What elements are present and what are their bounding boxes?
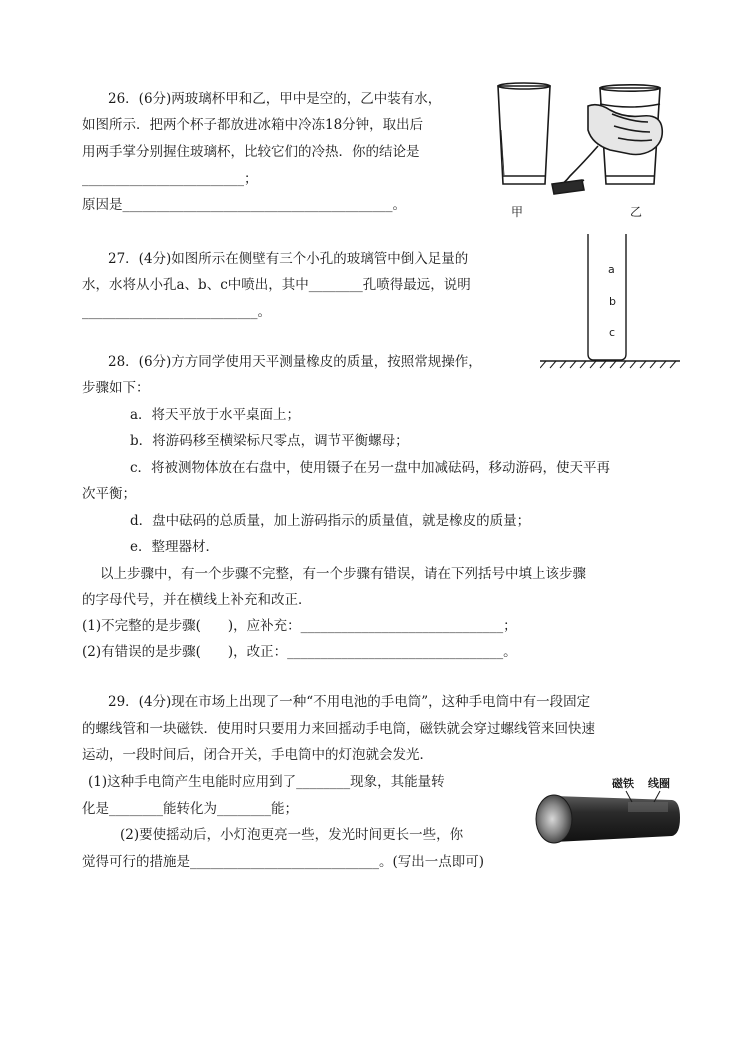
q28-line-4: 的字母代号，并在横线上补充和改正． xyxy=(82,592,312,608)
q29-line-1: 29．(4分)现在市场上出现了一种“不用电池的手电筒”，这种手电筒中有一段固定 xyxy=(108,694,591,710)
q29-sub-2a: (2)要使摇动后，小灯泡更亮一些，发光时间更长一些，你 xyxy=(120,827,464,843)
q26-label-jia: 甲 xyxy=(511,205,524,219)
q26-line-3: 用两手掌分别握住玻璃杯，比较它们的冷热．你的结论是 xyxy=(82,144,420,160)
q28-step-d: d．盘中砝码的总质量，加上游码指示的质量值，就是橡皮的质量； xyxy=(130,513,531,529)
q29-label-magnet: 磁铁 xyxy=(612,777,634,790)
q26-answer-blank-2: 原因是________________________________________。 xyxy=(82,197,406,213)
q27-line-1: 27．(4分)如图所示在侧壁有三个小孔的玻璃管中倒入足量的 xyxy=(108,251,469,267)
q29-label-coil: 线圈 xyxy=(648,777,670,790)
q28-line-2: 步骤如下： xyxy=(82,380,150,396)
q27-hole-a: a xyxy=(608,263,615,276)
q27-hole-c: c xyxy=(609,326,616,339)
q26-label-yi: 乙 xyxy=(630,205,643,219)
q27-hole-b: b xyxy=(609,295,616,308)
q27-line-2: 水，水将从小孔a、b、c中喷出，其中________孔喷得最远，说明 xyxy=(82,277,471,293)
q28-line-3: 以上步骤中，有一个步骤不完整，有一个步骤有错误，请在下列括号中填上该步骤 xyxy=(100,566,586,582)
q29-line-3: 运动，一段时间后，闭合开关，手电筒中的灯泡就会发光． xyxy=(82,747,433,763)
q26-line-2: 如图所示．把两个杯子都放进冰箱中冷冻18分钟，取出后 xyxy=(82,117,424,133)
q28-step-c-2: 次平衡； xyxy=(82,486,136,502)
q28-step-b: b．将游码移至横梁标尺零点，调节平衡螺母； xyxy=(130,433,409,449)
q29-line-2: 的螺线管和一块磁铁．使用时只要用力来回摇动手电筒，磁铁就会穿过螺线管来回快速 xyxy=(82,721,595,737)
q26-answer-blank-1: ________________________； xyxy=(82,171,258,187)
q29-flashlight-figure xyxy=(532,788,682,848)
q28-sub-1: (1)不完整的是步骤( )，应补充：______________________________； xyxy=(82,618,517,634)
q27-answer-blank: __________________________。 xyxy=(82,304,271,320)
q29-sub-2b: 觉得可行的措施是____________________________。(写出一点即可) xyxy=(82,854,485,870)
q26-line-1: 26．(6分)两玻璃杯甲和乙，甲中是空的，乙中装有水， xyxy=(108,91,442,107)
q28-sub-2: (2)有错误的是步骤( )，改正：________________________________。 xyxy=(82,644,517,660)
q29-sub-1b: 化是________能转化为________能； xyxy=(82,801,298,817)
q28-step-e: e．整理器材． xyxy=(130,539,219,555)
q29-sub-1a: (1)这种手电筒产生电能时应用到了________现象，其能量转 xyxy=(88,774,445,790)
q28-step-c-1: c．将被测物体放在右盘中，使用镊子在另一盘中加减砝码，移动游码，使天平再 xyxy=(130,460,611,476)
q26-glasses-figure xyxy=(492,80,672,200)
q28-step-a: a．将天平放于水平桌面上； xyxy=(130,407,301,423)
q28-line-1: 28．(6分)方方同学使用天平测量橡皮的质量，按照常规操作， xyxy=(108,354,482,370)
